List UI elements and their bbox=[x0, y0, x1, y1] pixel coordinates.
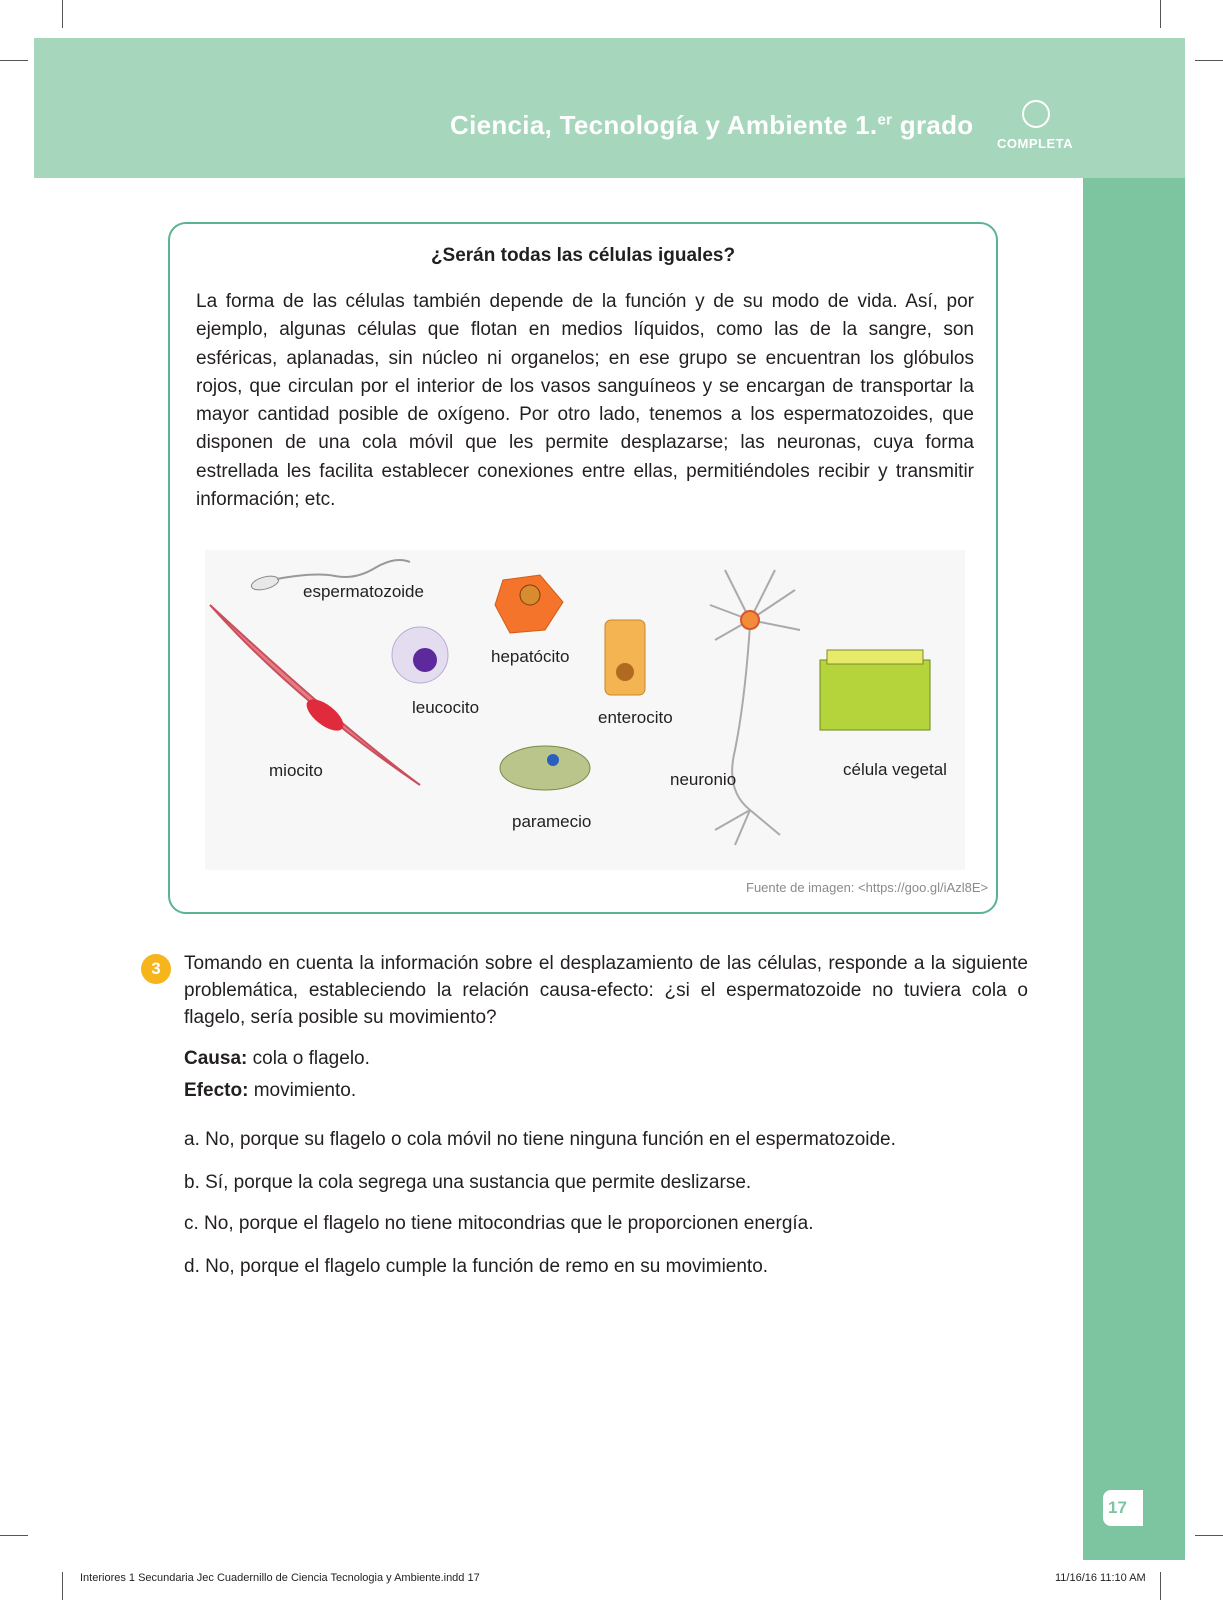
cell-types-figure bbox=[205, 550, 965, 870]
label-leucocito: leucocito bbox=[412, 698, 480, 717]
enterocyte-drawing bbox=[605, 620, 645, 695]
crop-mark bbox=[1160, 1572, 1161, 1600]
footer-file-name: Interiores 1 Secundaria Jec Cuadernillo de Ciencia Tecnologia y Ambiente.indd 17 bbox=[80, 1572, 480, 1584]
crop-mark bbox=[1195, 60, 1223, 61]
crop-mark bbox=[1195, 1535, 1223, 1536]
page-title: Ciencia, Tecnología y Ambiente 1.$^{er}$ grado bbox=[450, 110, 974, 140]
sun-icon bbox=[1022, 100, 1050, 128]
label-enterocito: enterocito bbox=[598, 708, 673, 727]
crop-mark bbox=[1160, 0, 1161, 28]
label-espermatozoide: espermatozoide bbox=[303, 582, 424, 601]
info-box-paragraph: La forma de las células también depende de la función y de su modo de vida. Así, por ejemplo, algunas células que flotan en medios líquidos, como las de la sangre, son esféricas, aplanadas, sin núcleo ni organelos; en ese grupo se encuentran los glóbulos rojos, que circulan por el interior de los vasos sanguíneos y se encargan de transportar la mayor cantidad posible de oxígeno. Por otro lado, tenemos a los espermatozoides, que disponen de una cola móvil que les permite desplazarse; las neuronas, cuya forma estrellada les facilita establecer conexiones entre ellas, permitiéndoles recibir y transmitir información; etc. bbox=[196, 291, 974, 511]
crop-mark bbox=[0, 1535, 28, 1536]
label-celula-vegetal: célula vegetal bbox=[843, 760, 947, 779]
side-band bbox=[1083, 178, 1185, 1560]
crop-mark bbox=[62, 0, 63, 28]
cause-line: Causa: cola o flagelo. bbox=[184, 1048, 370, 1069]
paramecium-drawing bbox=[500, 746, 590, 790]
page-number: 17 bbox=[1108, 1498, 1127, 1517]
label-miocito: miocito bbox=[269, 761, 323, 780]
question-number-badge: 3 bbox=[141, 954, 171, 984]
answer-option-a[interactable]: a. No, porque su flagelo o cola móvil no tiene ninguna función en el espermatozoide. bbox=[184, 1129, 896, 1150]
answer-option-d[interactable]: d. No, porque el flagelo cumple la función de remo en su movimiento. bbox=[184, 1256, 769, 1277]
effect-line: Efecto: movimiento. bbox=[184, 1080, 357, 1101]
label-hepatocito: hepatócito bbox=[491, 647, 570, 666]
crop-mark bbox=[62, 1572, 63, 1600]
plant-cell-drawing bbox=[820, 650, 930, 730]
label-neuronio: neuronio bbox=[670, 770, 737, 789]
answer-option-c[interactable]: c. No, porque el flagelo no tiene mitocondrias que le proporcionen energía. bbox=[184, 1213, 814, 1234]
answer-option-b[interactable]: b. Sí, porque la cola segrega una sustancia que permite deslizarse. bbox=[184, 1172, 752, 1193]
jornada-completa-logo: COMPLETA bbox=[990, 100, 1080, 160]
footer-timestamp: 11/16/16 11:10 AM bbox=[1055, 1572, 1146, 1584]
image-source: Fuente de imagen: <https://goo.gl/iAzl8E> bbox=[746, 880, 989, 895]
leukocyte-drawing bbox=[392, 627, 448, 683]
question-text: Tomando en cuenta la información sobre el desplazamiento de las células, responde a la siguiente problemática, estableciendo la relación causa-efecto: ¿si el espermatozoide no tuviera cola o flagelo, sería posible su movimiento? bbox=[184, 953, 1028, 1028]
crop-mark bbox=[0, 60, 28, 61]
label-paramecio: paramecio bbox=[512, 812, 592, 831]
info-box-title: ¿Serán todas las células iguales? bbox=[430, 245, 736, 266]
